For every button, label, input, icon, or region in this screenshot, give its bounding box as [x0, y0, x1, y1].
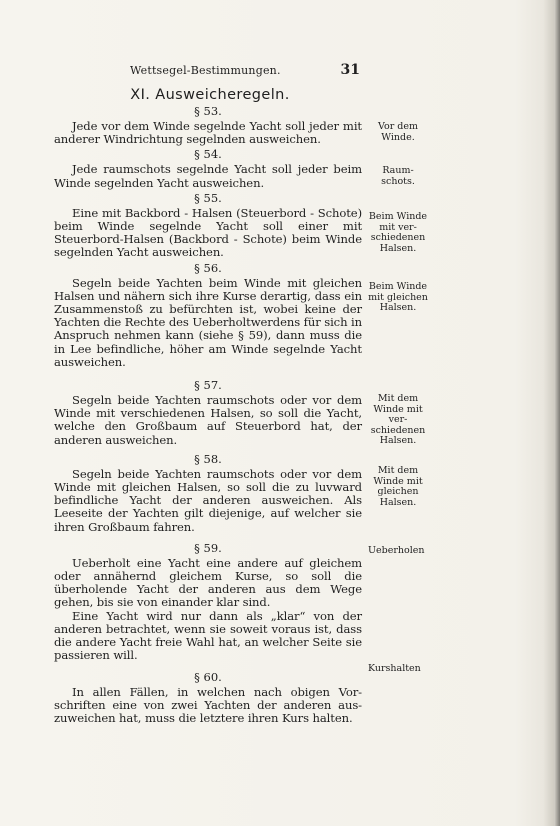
- section-55: [54, 190, 362, 260]
- margin-note-54: Raum-schots.: [381, 165, 415, 187]
- margin-note-55: Beim Winde mit ver-schiedenen Halsen.: [368, 211, 428, 254]
- section-mark: § 54.: [194, 147, 222, 162]
- paragraph: Segeln beide Yachten raumschots oder vor dem Winde mit verschiedenen Halsen, so soll die Yacht, welche den Großbaum auf Steuerbord hat, der anderen ausweichen.: [54, 393, 362, 447]
- section-mark: § 57.: [194, 378, 222, 393]
- paragraph: Segeln beide Yachten beim Winde mit gleichen Halsen und nähern sich ihre Kurse derartig, dass ein Zusammenstoß zu befürchten ist, wobei keine der Yachten die Rechte des Ueberholtwerdens für sich in Anspruch nehmen kann (siehe § 59), dann muss die in Lee befindliche, höher am Winde segelnde Yacht ausweichen.: [54, 275, 362, 369]
- section-59: [54, 540, 362, 663]
- margin-note-60: Kurshalten: [368, 663, 421, 674]
- section-54: [54, 146, 362, 189]
- section-mark: § 55.: [194, 190, 222, 205]
- paragraph: Jede raumschots segelnde Yacht soll jeder beim Winde segelnden Yacht ausweichen.: [54, 162, 362, 190]
- margin-note-56: Beim Winde mit gleichen Halsen.: [368, 281, 428, 313]
- section-mark: § 56.: [194, 260, 222, 275]
- section-mark: § 59.: [194, 540, 222, 555]
- section-mark: § 60.: [194, 669, 222, 684]
- section-mark: § 58.: [194, 451, 222, 466]
- paragraph: Jede vor dem Winde segelnde Yacht soll jeder mit anderer Windrichtung segelnden ausweichen.: [54, 119, 362, 147]
- paragraph: Eine Yacht wird nur dann als „klar“ von der anderen betrachtet, wenn sie soweit voraus ist, dass die andere Yacht freie Wahl hat, an welcher Seite sie passieren will.: [54, 608, 362, 663]
- margin-note-59: Ueberholen: [368, 545, 425, 556]
- running-title: Wettsegel-Bestimmungen.: [130, 64, 281, 77]
- section-53: [54, 103, 362, 146]
- margin-note-57: Mit dem Winde mit ver-schiedenen Halsen.: [370, 393, 426, 446]
- section-mark: § 53.: [194, 104, 222, 118]
- page-edge: [554, 0, 560, 826]
- chapter-title: XI. Ausweicheregeln.: [130, 87, 290, 103]
- page-header: [130, 62, 360, 80]
- page-number: 31: [340, 62, 360, 78]
- paragraph: In allen Fällen, in welchen nach obigen Vor-schriften eine von zwei Yachten der anderen aus-zuweichen hat, muss die letztere ihren Kurs halten.: [54, 684, 362, 725]
- section-60: [54, 669, 362, 726]
- margin-note-58: Mit dem Winde mit gleichen Halsen.: [373, 465, 423, 508]
- paragraph: Ueberholt eine Yacht eine andere auf gleichem oder annähernd gleichem Kurse, so soll die überholende Yacht der anderen aus dem Wege gehen, bis sie von einander klar sind.: [54, 555, 362, 610]
- section-56: [54, 260, 362, 369]
- paragraph: Eine mit Backbord - Halsen (Steuerbord - Schote) beim Winde segelnde Yacht soll einer mit Steuerbord-Halsen (Backbord - Schote) beim Winde segelnden Yacht ausweichen.: [54, 205, 362, 260]
- section-57: [54, 377, 362, 447]
- paragraph: Segeln beide Yachten raumschots oder vor dem Winde mit gleichen Halsen, so soll die zu luvward befindliche Yacht der anderen ausweichen. Als Leeseite der Yachten gilt diejenige, auf welcher sie ihren Großbaum fahren.: [54, 466, 362, 534]
- page-body: [54, 103, 362, 725]
- section-58: [54, 451, 362, 534]
- margin-note-53: Vor dem Winde.: [378, 121, 418, 143]
